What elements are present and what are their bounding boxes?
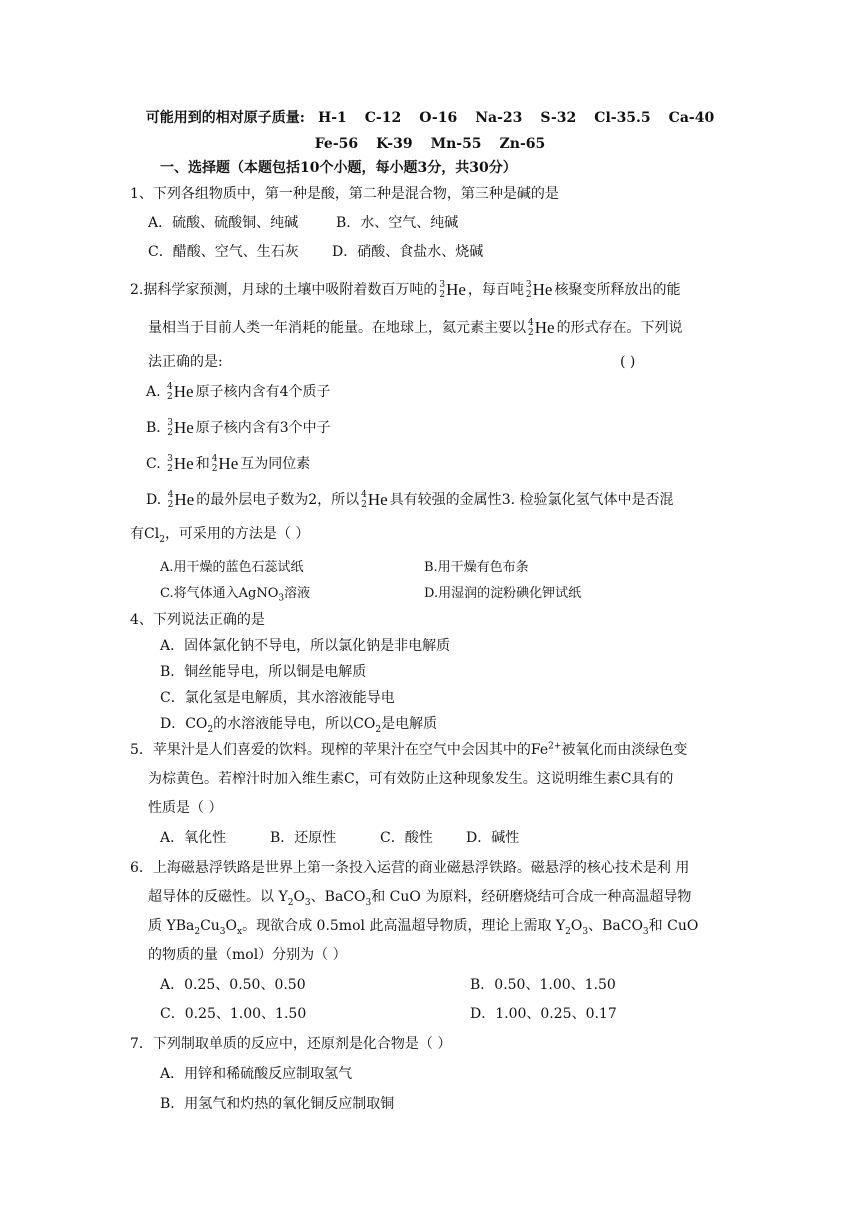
helium-3-isotope: 3 2 He bbox=[525, 280, 553, 300]
q4-option-d: D．$CO_2$的水溶液能导电，所以$CO_2$是电解质 bbox=[160, 716, 438, 735]
helium-4-isotope: 4 2 He bbox=[167, 382, 194, 402]
q1-option-c: C．醋酸、空气、生石灰 bbox=[148, 244, 299, 260]
q7-option-a: A．用锌和稀硫酸反应制取氢气 bbox=[160, 1066, 353, 1082]
atomic-masses-row-2: Fe-56 K-39 Mn-55 Zn-65 bbox=[314, 136, 546, 152]
q2-option-b: B. 3 2 He 原子核内含有3个中子 bbox=[146, 418, 331, 438]
q4-option-b: B．铜丝能导电，所以铜是电解质 bbox=[160, 664, 367, 680]
q2-option-c: C. 3 2 He 和 4 2 He 互为同位素 bbox=[146, 454, 311, 474]
section-title: 一、选择题（本题包括10个小题，每小题3分，共30分） bbox=[160, 160, 517, 176]
q6-option-a: A．0.25、0.50、0.50 bbox=[160, 977, 306, 993]
q4-option-a: A．固体氯化钠不导电，所以氯化钠是非电解质 bbox=[160, 638, 451, 654]
q3-stem-line-2: 有$Cl_2$，可采用的方法是（ ） bbox=[130, 526, 310, 545]
q6-stem-line-2: 超导体的反磁性。以 $Y_2O_3$、BaCO$_3$和 CuO 为原料，经研磨烧结可合成一种高温超导物 bbox=[148, 889, 692, 908]
q5-stem-line-1: 5．苹果汁是人们喜爱的饮料。现榨的苹果汁在空气中会因其中的$Fe^{2+}$被氧化而由淡绿色变 bbox=[130, 741, 688, 758]
q6-option-c: C．0.25、1.00、1.50 bbox=[160, 1006, 307, 1022]
helium-4-isotope: 4 2 He bbox=[167, 490, 195, 510]
q6-stem-line-1: 6．上海磁悬浮铁路是世界上第一条投入运营的商业磁悬浮铁路。磁悬浮的核心技术是利 用 bbox=[130, 860, 690, 876]
q3-option-d: D.用湿润的淀粉碘化钾试纸 bbox=[424, 586, 582, 601]
q7-option-b: B．用氢气和灼热的氧化铜反应制取铜 bbox=[160, 1096, 395, 1112]
q3-option-b: B.用干燥有色布条 bbox=[424, 560, 529, 575]
q4-option-c: C．氯化氢是电解质，其水溶液能导电 bbox=[160, 690, 395, 706]
q5-stem-line-3: 性质是（ ） bbox=[148, 800, 223, 816]
q3-option-c: C.将气体通入AgNO$_3$溶液 bbox=[160, 586, 311, 604]
q5-stem-line-2: 为棕黄色。若榨汁时加入维生素C，可有效防止这种现象发生。这说明维生素C具有的 bbox=[148, 771, 674, 787]
q1-option-d: D．硝酸、食盐水、烧碱 bbox=[332, 244, 484, 260]
q2-stem-line-3: 法正确的是: bbox=[148, 354, 223, 370]
q5-option-d: D．碱性 bbox=[466, 830, 520, 846]
q6-option-d: D．1.00、0.25、0.17 bbox=[470, 1006, 617, 1022]
q1-option-b: B．水、空气、纯碱 bbox=[336, 215, 459, 231]
q2-option-d-and-q3-stem: D. 4 2 He 的最外层电子数为2，所以 4 2 He 具有较强的金属性3. 检验氯化氢气体中是否混 bbox=[146, 490, 674, 510]
q5-option-c: C．酸性 bbox=[380, 830, 433, 846]
q6-stem-line-4: 的物质的量（mol）分别为（ ） bbox=[148, 947, 347, 963]
q6-stem-line-3: 质 $YBa_2Cu_3O_x$。现欲合成 0.5mol 此高温超导物质，理论上需取 $Y_2O_3$、BaCO$_3$和 CuO bbox=[148, 918, 699, 937]
q2-stem-line-2: 量相当于目前人类一年消耗的能量。在地球上，氦元素主要以 4 2 He 的形式存在。下列说 bbox=[148, 318, 683, 338]
q5-option-a: A．氧化性 bbox=[160, 830, 227, 846]
atomic-masses-row-1: 可能用到的相对原子质量: H-1 C-12 O-16 Na-23 S-32 Cl-35.5 Ca-40 bbox=[145, 110, 715, 126]
helium-4-isotope: 4 2 He bbox=[528, 318, 555, 338]
q1-stem: 1、下列各组物质中，第一种是酸，第二种是混合物，第三种是碱的是 bbox=[130, 186, 559, 202]
q6-option-b: B．0.50、1.00、1.50 bbox=[470, 977, 616, 993]
q7-stem: 7．下列制取单质的反应中，还原剂是化合物是（ ） bbox=[130, 1036, 452, 1052]
helium-3-isotope: 3 2 He bbox=[167, 454, 194, 474]
q3-option-a: A.用干燥的蓝色石蕊试纸 bbox=[160, 560, 304, 575]
answer-paren: ( ) bbox=[620, 354, 636, 370]
helium-4-isotope: 4 2 He bbox=[361, 490, 388, 510]
q2-option-a: A. 4 2 He 原子核内含有4个质子 bbox=[146, 382, 331, 402]
q1-option-a: A．硫酸、硫酸铜、纯碱 bbox=[148, 215, 299, 231]
q4-stem: 4、下列说法正确的是 bbox=[130, 612, 265, 628]
helium-3-isotope: 3 2 He bbox=[167, 418, 194, 438]
helium-4-isotope: 4 2 He bbox=[211, 454, 239, 474]
q5-option-b: B．还原性 bbox=[270, 830, 337, 846]
q2-stem-line-1: 2.据科学家预测，月球的土壤中吸附着数百万吨的 3 2 He ，每百吨 3 2 He 核聚变所释放出的能 bbox=[130, 280, 681, 300]
helium-3-isotope: 3 2 He bbox=[439, 280, 466, 300]
